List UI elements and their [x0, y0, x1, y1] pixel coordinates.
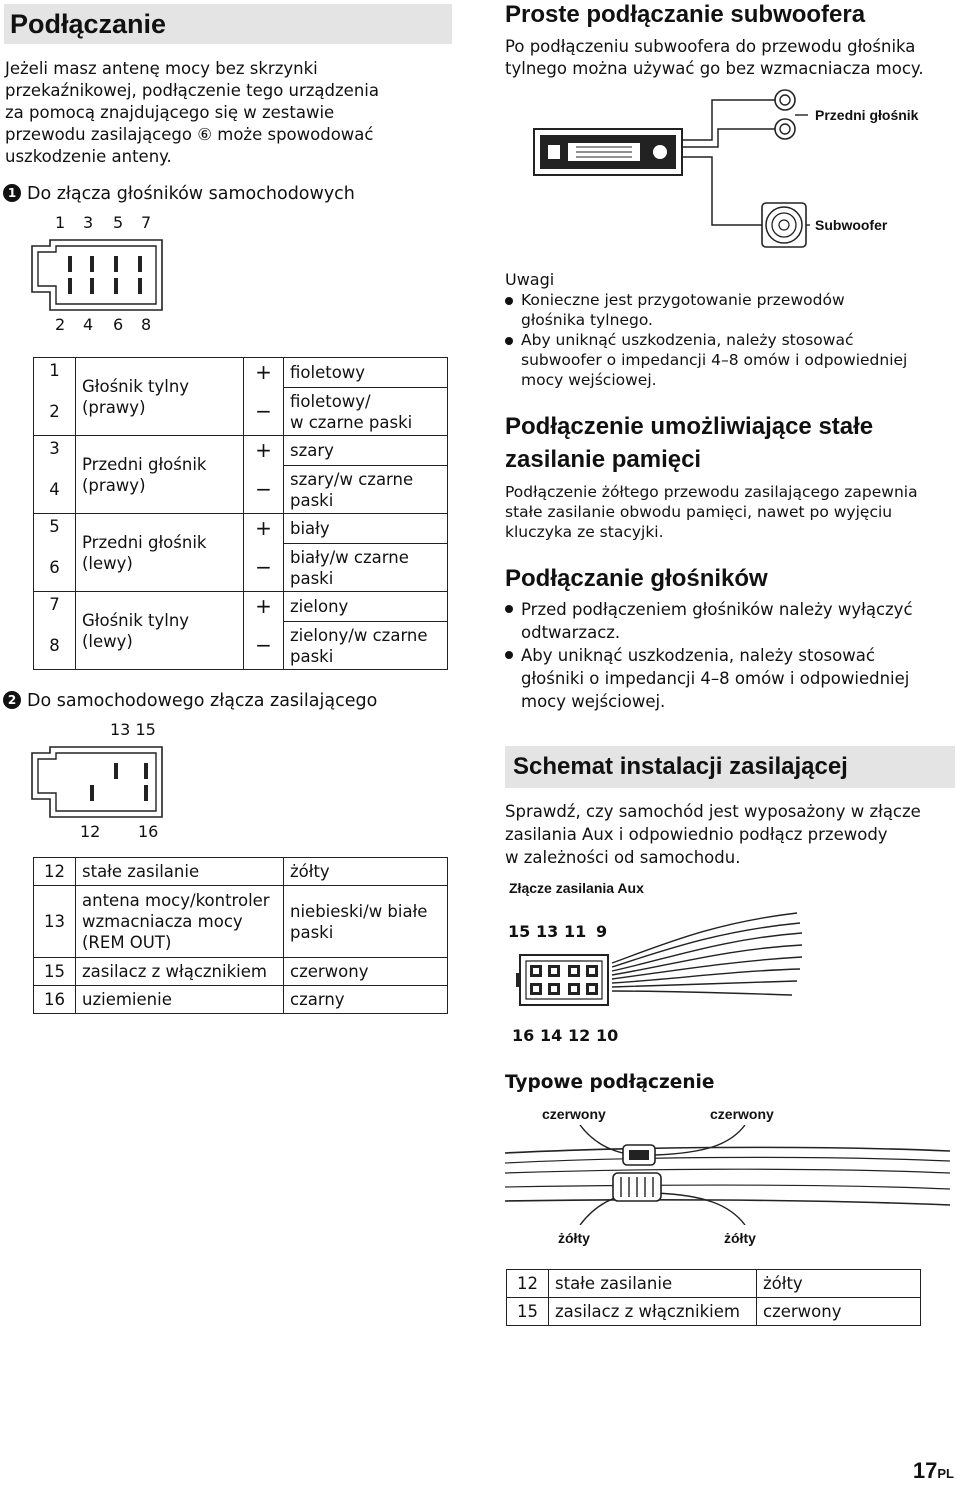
speakers-title: Podłączanie głośników	[505, 565, 768, 592]
section2-number: 2	[3, 691, 21, 709]
typical-title: Typowe podłączenie	[505, 1072, 715, 1093]
typical-connection-diagram	[505, 1125, 950, 1225]
list-item: Konieczne jest przygotowanie przewodów głośnika tylnego.	[505, 290, 955, 330]
subwoofer-text: Po podłączeniu subwoofera do przewodu głośnika tylnego można używać go bez wzmacniacza mocy.	[505, 37, 924, 78]
aux-label: Złącze zasilania Aux	[509, 880, 644, 896]
table-row: 7 Głośnik tylny (lewy) + zielony	[34, 592, 448, 622]
table-row: 12 stałe zasilanie żółty	[34, 858, 448, 886]
power-connector-diagram	[30, 745, 165, 820]
power-wire-table	[33, 857, 448, 1014]
table-row: 1 Głośnik tylny (prawy) + fioletowy	[34, 358, 448, 388]
list-item: Aby uniknąć uszkodzenia, należy stosować subwoofer o impedancji 4–8 omów i odpowiedniej mocy wejściowej.	[505, 330, 955, 390]
subwoofer-title: Proste podłączanie subwoofera	[505, 1, 866, 28]
speaker-connector-diagram	[30, 238, 165, 313]
typical-label-red-1: czerwony	[542, 1106, 606, 1122]
table-row: 3 Przedni głośnik (prawy) + szary	[34, 436, 448, 466]
table-row: 12 stałe zasilanie żółty	[507, 1270, 921, 1298]
table-row: 8 − zielony/w czarne paski	[34, 622, 448, 670]
notes-title: Uwagi	[505, 270, 555, 289]
notes-block	[505, 270, 955, 390]
section1-heading: 1 Do złącza głośników samochodowych	[3, 182, 355, 206]
memory-title: Podłączenie umożliwiające stałe zasilanie pamięci	[505, 413, 874, 473]
table-row: 5 Przedni głośnik (lewy) + biały	[34, 514, 448, 544]
speaker-cell: Głośnik tylny (prawy)	[76, 358, 244, 436]
connector2-top-pins: 13 15	[110, 720, 156, 739]
power-scheme-text: Sprawdź, czy samochód jest wyposażony w złącze zasilania Aux i odpowiednio podłącz przewody w zależności od samochodu.	[505, 802, 921, 867]
page-title: Podłączanie	[10, 9, 167, 39]
speaker-wire-table	[33, 357, 448, 670]
table-row: 4 − szary/w czarne paski	[34, 466, 448, 514]
typical-label-yellow-1: żółty	[558, 1230, 590, 1246]
table-row: 15 zasilacz z włącznikiem czerwony	[34, 958, 448, 986]
memory-text: Podłączenie żółtego przewodu zasilającego zapewnia stałe zasilanie obwodu pamięci, nawet po wyjęciu kluczyka ze stacyjki.	[505, 483, 918, 541]
table-row: 16 uziemienie czarny	[34, 986, 448, 1014]
power-scheme-title: Schemat instalacji zasilającej	[513, 753, 848, 780]
section2-heading: 2 Do samochodowego złącza zasilającego	[3, 689, 377, 713]
typical-label-red-2: czerwony	[710, 1106, 774, 1122]
table-row: 15 zasilacz z włącznikiem czerwony	[507, 1298, 921, 1326]
table-row: 6 − biały/w czarne paski	[34, 544, 448, 592]
intro-text: Jeżeli masz antenę mocy bez skrzynki przekaźnikowej, podłączenie tego urządzenia za pomocą znajdującego się w zestawie przewodu zasilającego ⑥ może spowodować uszkodzenie anteny.	[5, 59, 379, 166]
speakers-list	[505, 598, 955, 713]
subwoofer-label: Subwoofer	[815, 217, 888, 233]
list-item: Przed podłączeniem głośników należy wyłączyć odtwarzacz.	[505, 598, 955, 644]
table-row: 2 − fioletowy/ w czarne paski	[34, 388, 448, 436]
list-item: Aby uniknąć uszkodzenia, należy stosować głośniki o impedancji 4–8 omów i odpowiedniej mocy wejściowej.	[505, 644, 955, 713]
front-speaker-label: Przedni głośnik	[815, 107, 919, 123]
table-row: 13 antena mocy/kontroler wzmacniacza mocy (REM OUT) niebieski/w białe paski	[34, 886, 448, 958]
page-number: 17PL	[912, 1458, 954, 1483]
section1-number: 1	[3, 184, 21, 202]
typical-label-yellow-2: żółty	[724, 1230, 756, 1246]
aux-connector-diagram	[512, 905, 812, 1025]
typical-table	[506, 1269, 921, 1326]
